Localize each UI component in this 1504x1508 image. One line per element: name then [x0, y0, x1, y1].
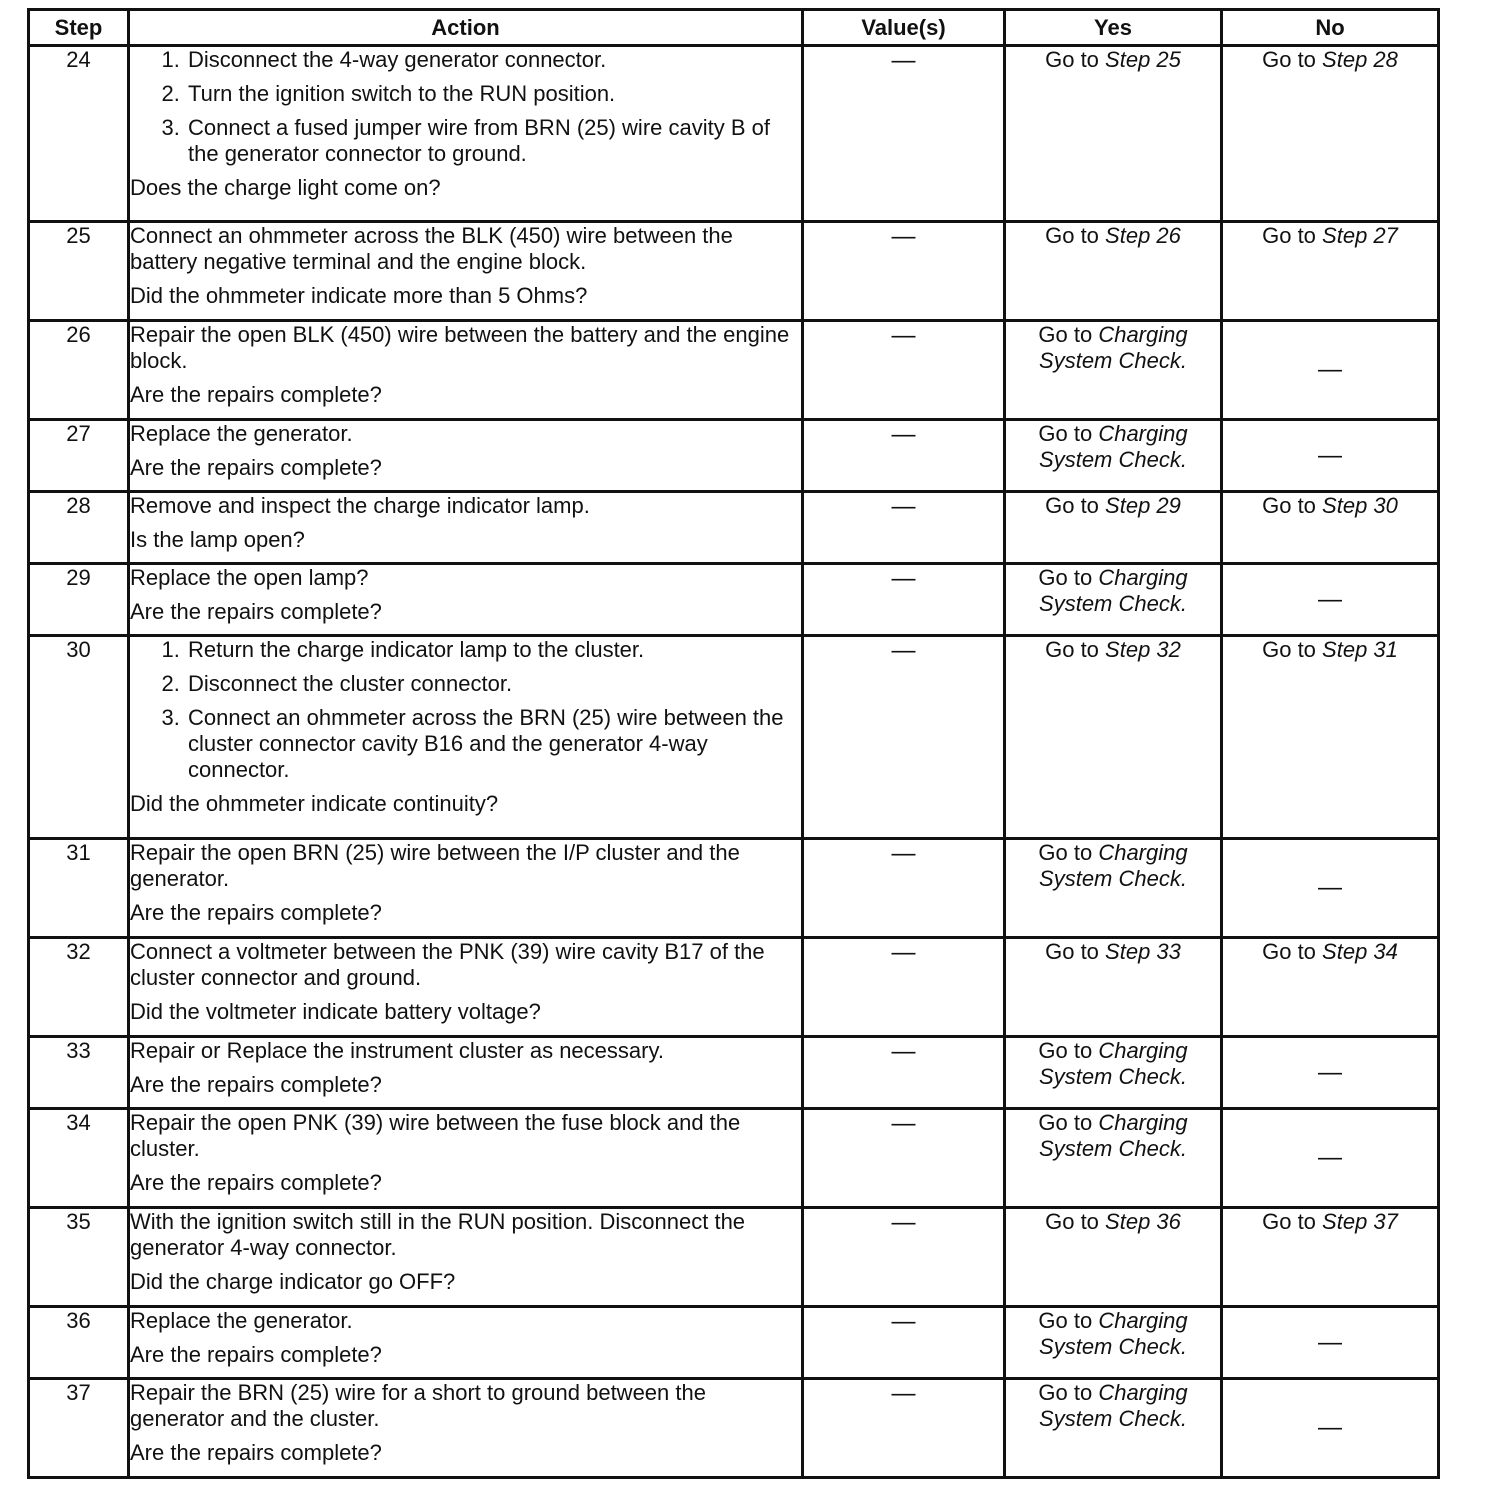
- yes-goto-link-cont[interactable]: System Check.: [1039, 591, 1187, 616]
- action-question: Are the repairs complete?: [130, 599, 382, 624]
- value-cell: —: [803, 1109, 1005, 1208]
- yes-goto-prefix: Go to: [1038, 421, 1093, 446]
- yes-goto-link-cont[interactable]: System Check.: [1039, 1334, 1187, 1359]
- yes-goto-line: [1006, 1380, 1220, 1406]
- action-cell: [129, 1208, 803, 1307]
- yes-goto-line: [1006, 1308, 1220, 1334]
- value-cell: —: [803, 492, 1005, 564]
- action-instruction: Repair the BRN (25) wire for a short to ground between the generator and the cluster.: [130, 1380, 706, 1431]
- action-question: Did the ohmmeter indicate continuity?: [130, 791, 499, 816]
- action-question: Are the repairs complete?: [130, 1342, 382, 1367]
- no-cell: —: [1222, 1307, 1439, 1379]
- value-cell: —: [803, 938, 1005, 1037]
- action-cell: [129, 1379, 803, 1478]
- yes-goto-line: [1006, 840, 1220, 866]
- yes-cell: [1005, 1037, 1222, 1109]
- yes-cell: [1005, 46, 1222, 222]
- action-cell: [129, 1109, 803, 1208]
- yes-goto-link[interactable]: Charging: [1098, 1380, 1188, 1405]
- yes-goto-link[interactable]: Step 32: [1105, 637, 1181, 662]
- yes-goto-line: [1006, 47, 1220, 73]
- step-number: 37: [29, 1379, 129, 1478]
- no-cell: —: [1222, 1379, 1439, 1478]
- yes-cell: [1005, 420, 1222, 492]
- yes-cell: [1005, 321, 1222, 420]
- no-goto-prefix: Go to: [1262, 47, 1316, 72]
- value-cell: —: [803, 1307, 1005, 1379]
- value-cell: —: [803, 1379, 1005, 1478]
- no-goto-link[interactable]: Step 34: [1322, 939, 1398, 964]
- yes-goto-prefix: Go to: [1038, 322, 1093, 347]
- yes-goto-link[interactable]: Charging: [1098, 421, 1188, 446]
- no-goto-link[interactable]: Step 31: [1322, 637, 1398, 662]
- action-instruction: Replace the generator.: [130, 421, 353, 446]
- action-step-item: 2. Disconnect the cluster connector.: [186, 671, 801, 697]
- no-goto-prefix: Go to: [1262, 637, 1316, 662]
- action-cell: [129, 938, 803, 1037]
- step-number: 27: [29, 420, 129, 492]
- no-goto-prefix: Go to: [1262, 493, 1316, 518]
- yes-goto-prefix: Go to: [1038, 1380, 1093, 1405]
- value-cell: —: [803, 839, 1005, 938]
- no-cell: —: [1222, 420, 1439, 492]
- yes-cell: [1005, 839, 1222, 938]
- yes-goto-link-cont[interactable]: System Check.: [1039, 866, 1187, 891]
- yes-goto-link[interactable]: Step 26: [1105, 223, 1181, 248]
- step-number: 29: [29, 564, 129, 636]
- no-cell: —: [1222, 839, 1439, 938]
- yes-goto-link[interactable]: Charging: [1098, 1308, 1188, 1333]
- action-instruction: Replace the open lamp?: [130, 565, 369, 590]
- yes-goto-prefix: Go to: [1038, 565, 1093, 590]
- header-values: Value(s): [803, 10, 1005, 46]
- step-number: 34: [29, 1109, 129, 1208]
- yes-goto-prefix: Go to: [1045, 637, 1099, 662]
- no-goto-link[interactable]: Step 27: [1322, 223, 1398, 248]
- action-question: Did the charge indicator go OFF?: [130, 1269, 456, 1294]
- value-cell: —: [803, 1037, 1005, 1109]
- action-instruction: Connect a voltmeter between the PNK (39) wire cavity B17 of the cluster connector and ground.: [130, 939, 765, 990]
- action-question: Are the repairs complete?: [130, 900, 382, 925]
- action-question: Is the lamp open?: [130, 527, 305, 552]
- yes-goto-line: [1006, 1038, 1220, 1064]
- action-instruction: Remove and inspect the charge indicator lamp.: [130, 493, 590, 518]
- action-cell: [129, 46, 803, 222]
- action-instruction: With the ignition switch still in the RUN position. Disconnect the generator 4-way connector.: [130, 1209, 746, 1260]
- yes-cell: [1005, 1379, 1222, 1478]
- action-question: Are the repairs complete?: [130, 1170, 382, 1195]
- table-row: [29, 1379, 1439, 1478]
- table-row: [29, 839, 1439, 938]
- yes-goto-prefix: Go to: [1038, 1308, 1093, 1333]
- yes-goto-prefix: Go to: [1038, 1110, 1093, 1135]
- yes-goto-link[interactable]: Charging: [1098, 565, 1188, 590]
- yes-goto-link[interactable]: Charging: [1098, 840, 1188, 865]
- table-row: [29, 1208, 1439, 1307]
- step-number: 35: [29, 1208, 129, 1307]
- action-question: Are the repairs complete?: [130, 1072, 382, 1097]
- yes-cell: [1005, 564, 1222, 636]
- no-cell: [1222, 492, 1439, 564]
- action-question: Does the charge light come on?: [130, 175, 441, 200]
- action-cell: [129, 420, 803, 492]
- step-number: 31: [29, 839, 129, 938]
- no-cell: [1222, 46, 1439, 222]
- table-row: [29, 492, 1439, 564]
- table-row: [29, 564, 1439, 636]
- action-question: Are the repairs complete?: [130, 382, 382, 407]
- no-goto-prefix: Go to: [1262, 223, 1316, 248]
- yes-goto-prefix: Go to: [1038, 1038, 1093, 1063]
- yes-goto-line: [1006, 421, 1220, 447]
- action-instruction: Repair the open PNK (39) wire between the fuse block and the cluster.: [130, 1110, 741, 1161]
- step-number: 24: [29, 46, 129, 222]
- yes-goto-prefix: Go to: [1038, 840, 1093, 865]
- no-cell: [1222, 1208, 1439, 1307]
- action-instruction: Repair the open BRN (25) wire between the I/P cluster and the generator.: [130, 840, 740, 891]
- yes-goto-prefix: Go to: [1045, 493, 1099, 518]
- yes-goto-link-cont[interactable]: System Check.: [1039, 447, 1187, 472]
- yes-goto-link[interactable]: Charging: [1098, 1038, 1188, 1063]
- yes-goto-link-cont[interactable]: System Check.: [1039, 348, 1187, 373]
- table-row: [29, 636, 1439, 839]
- yes-goto-prefix: Go to: [1045, 1209, 1099, 1234]
- yes-goto-line: [1006, 637, 1220, 663]
- yes-goto-prefix: Go to: [1045, 47, 1099, 72]
- no-goto-prefix: Go to: [1262, 1209, 1316, 1234]
- yes-goto-link-cont[interactable]: System Check.: [1039, 1406, 1187, 1431]
- action-instruction: Connect an ohmmeter across the BLK (450) wire between the battery negative terminal and the engine block.: [130, 223, 733, 274]
- no-cell: —: [1222, 1037, 1439, 1109]
- value-cell: —: [803, 46, 1005, 222]
- action-question: Did the ohmmeter indicate more than 5 Ohms?: [130, 283, 588, 308]
- step-number: 30: [29, 636, 129, 839]
- value-cell: —: [803, 1208, 1005, 1307]
- yes-goto-line: [1006, 1110, 1220, 1136]
- header-yes: Yes: [1005, 10, 1222, 46]
- yes-cell: [1005, 222, 1222, 321]
- value-cell: —: [803, 636, 1005, 839]
- no-cell: [1222, 222, 1439, 321]
- step-number: 26: [29, 321, 129, 420]
- yes-cell: [1005, 1208, 1222, 1307]
- action-cell: [129, 636, 803, 839]
- yes-goto-line: [1006, 223, 1220, 249]
- table-row: [29, 46, 1439, 222]
- no-goto-link[interactable]: Step 28: [1322, 47, 1398, 72]
- diagnostic-table: [27, 8, 1440, 1479]
- value-cell: —: [803, 321, 1005, 420]
- yes-goto-line: [1006, 493, 1220, 519]
- no-goto-link[interactable]: Step 30: [1322, 493, 1398, 518]
- step-number: 25: [29, 222, 129, 321]
- table-row: [29, 1109, 1439, 1208]
- action-cell: [129, 321, 803, 420]
- yes-goto-line: [1006, 565, 1220, 591]
- yes-goto-line: [1006, 322, 1220, 348]
- action-step-item: 2. Turn the ignition switch to the RUN position.: [186, 81, 801, 107]
- table-row: [29, 1307, 1439, 1379]
- no-cell: —: [1222, 1109, 1439, 1208]
- action-cell: [129, 1037, 803, 1109]
- header-step: Step: [29, 10, 129, 46]
- step-number: 36: [29, 1307, 129, 1379]
- action-step-item: 3. Connect a fused jumper wire from BRN (25) wire cavity B of the generator connector to ground.: [186, 115, 801, 167]
- yes-goto-link-cont[interactable]: System Check.: [1039, 1064, 1187, 1089]
- action-cell: [129, 492, 803, 564]
- yes-goto-link[interactable]: Step 36: [1105, 1209, 1181, 1234]
- no-goto-link[interactable]: Step 37: [1322, 1209, 1398, 1234]
- action-instruction: Repair the open BLK (450) wire between the battery and the engine block.: [130, 322, 790, 373]
- table-row: [29, 321, 1439, 420]
- header-action: Action: [129, 10, 803, 46]
- action-question: Are the repairs complete?: [130, 1440, 382, 1465]
- step-number: 33: [29, 1037, 129, 1109]
- step-number: 32: [29, 938, 129, 1037]
- action-cell: [129, 222, 803, 321]
- table-row: [29, 420, 1439, 492]
- value-cell: —: [803, 222, 1005, 321]
- yes-goto-line: [1006, 939, 1220, 965]
- action-cell: [129, 839, 803, 938]
- yes-goto-link[interactable]: Step 25: [1105, 47, 1181, 72]
- yes-goto-link[interactable]: Charging: [1098, 322, 1188, 347]
- yes-goto-line: [1006, 1209, 1220, 1235]
- action-steps-list: [130, 47, 801, 167]
- action-step-item: 1. Return the charge indicator lamp to the cluster.: [186, 637, 801, 663]
- action-steps-list: [130, 637, 801, 783]
- action-step-item: 1. Disconnect the 4-way generator connector.: [186, 47, 801, 73]
- header-no: No: [1222, 10, 1439, 46]
- no-cell: —: [1222, 321, 1439, 420]
- yes-cell: [1005, 636, 1222, 839]
- yes-cell: [1005, 1307, 1222, 1379]
- no-goto-prefix: Go to: [1262, 939, 1316, 964]
- yes-goto-link[interactable]: Step 33: [1105, 939, 1181, 964]
- yes-cell: [1005, 492, 1222, 564]
- yes-goto-link[interactable]: Charging: [1098, 1110, 1188, 1135]
- yes-goto-prefix: Go to: [1045, 223, 1099, 248]
- yes-goto-link[interactable]: Step 29: [1105, 493, 1181, 518]
- yes-goto-prefix: Go to: [1045, 939, 1099, 964]
- header-row: [29, 10, 1439, 46]
- action-step-item: 3. Connect an ohmmeter across the BRN (25) wire between the cluster connector cavity B16 and the generator 4-way connector.: [186, 705, 801, 783]
- action-instruction: Repair or Replace the instrument cluster as necessary.: [130, 1038, 664, 1063]
- no-cell: [1222, 636, 1439, 839]
- table-row: [29, 938, 1439, 1037]
- action-question: Are the repairs complete?: [130, 455, 382, 480]
- value-cell: —: [803, 564, 1005, 636]
- yes-cell: [1005, 938, 1222, 1037]
- value-cell: —: [803, 420, 1005, 492]
- action-cell: [129, 1307, 803, 1379]
- yes-cell: [1005, 1109, 1222, 1208]
- step-number: 28: [29, 492, 129, 564]
- no-cell: —: [1222, 564, 1439, 636]
- action-question: Did the voltmeter indicate battery voltage?: [130, 999, 541, 1024]
- table-row: [29, 1037, 1439, 1109]
- table-row: [29, 222, 1439, 321]
- action-cell: [129, 564, 803, 636]
- action-instruction: Replace the generator.: [130, 1308, 353, 1333]
- no-cell: [1222, 938, 1439, 1037]
- yes-goto-link-cont[interactable]: System Check.: [1039, 1136, 1187, 1161]
